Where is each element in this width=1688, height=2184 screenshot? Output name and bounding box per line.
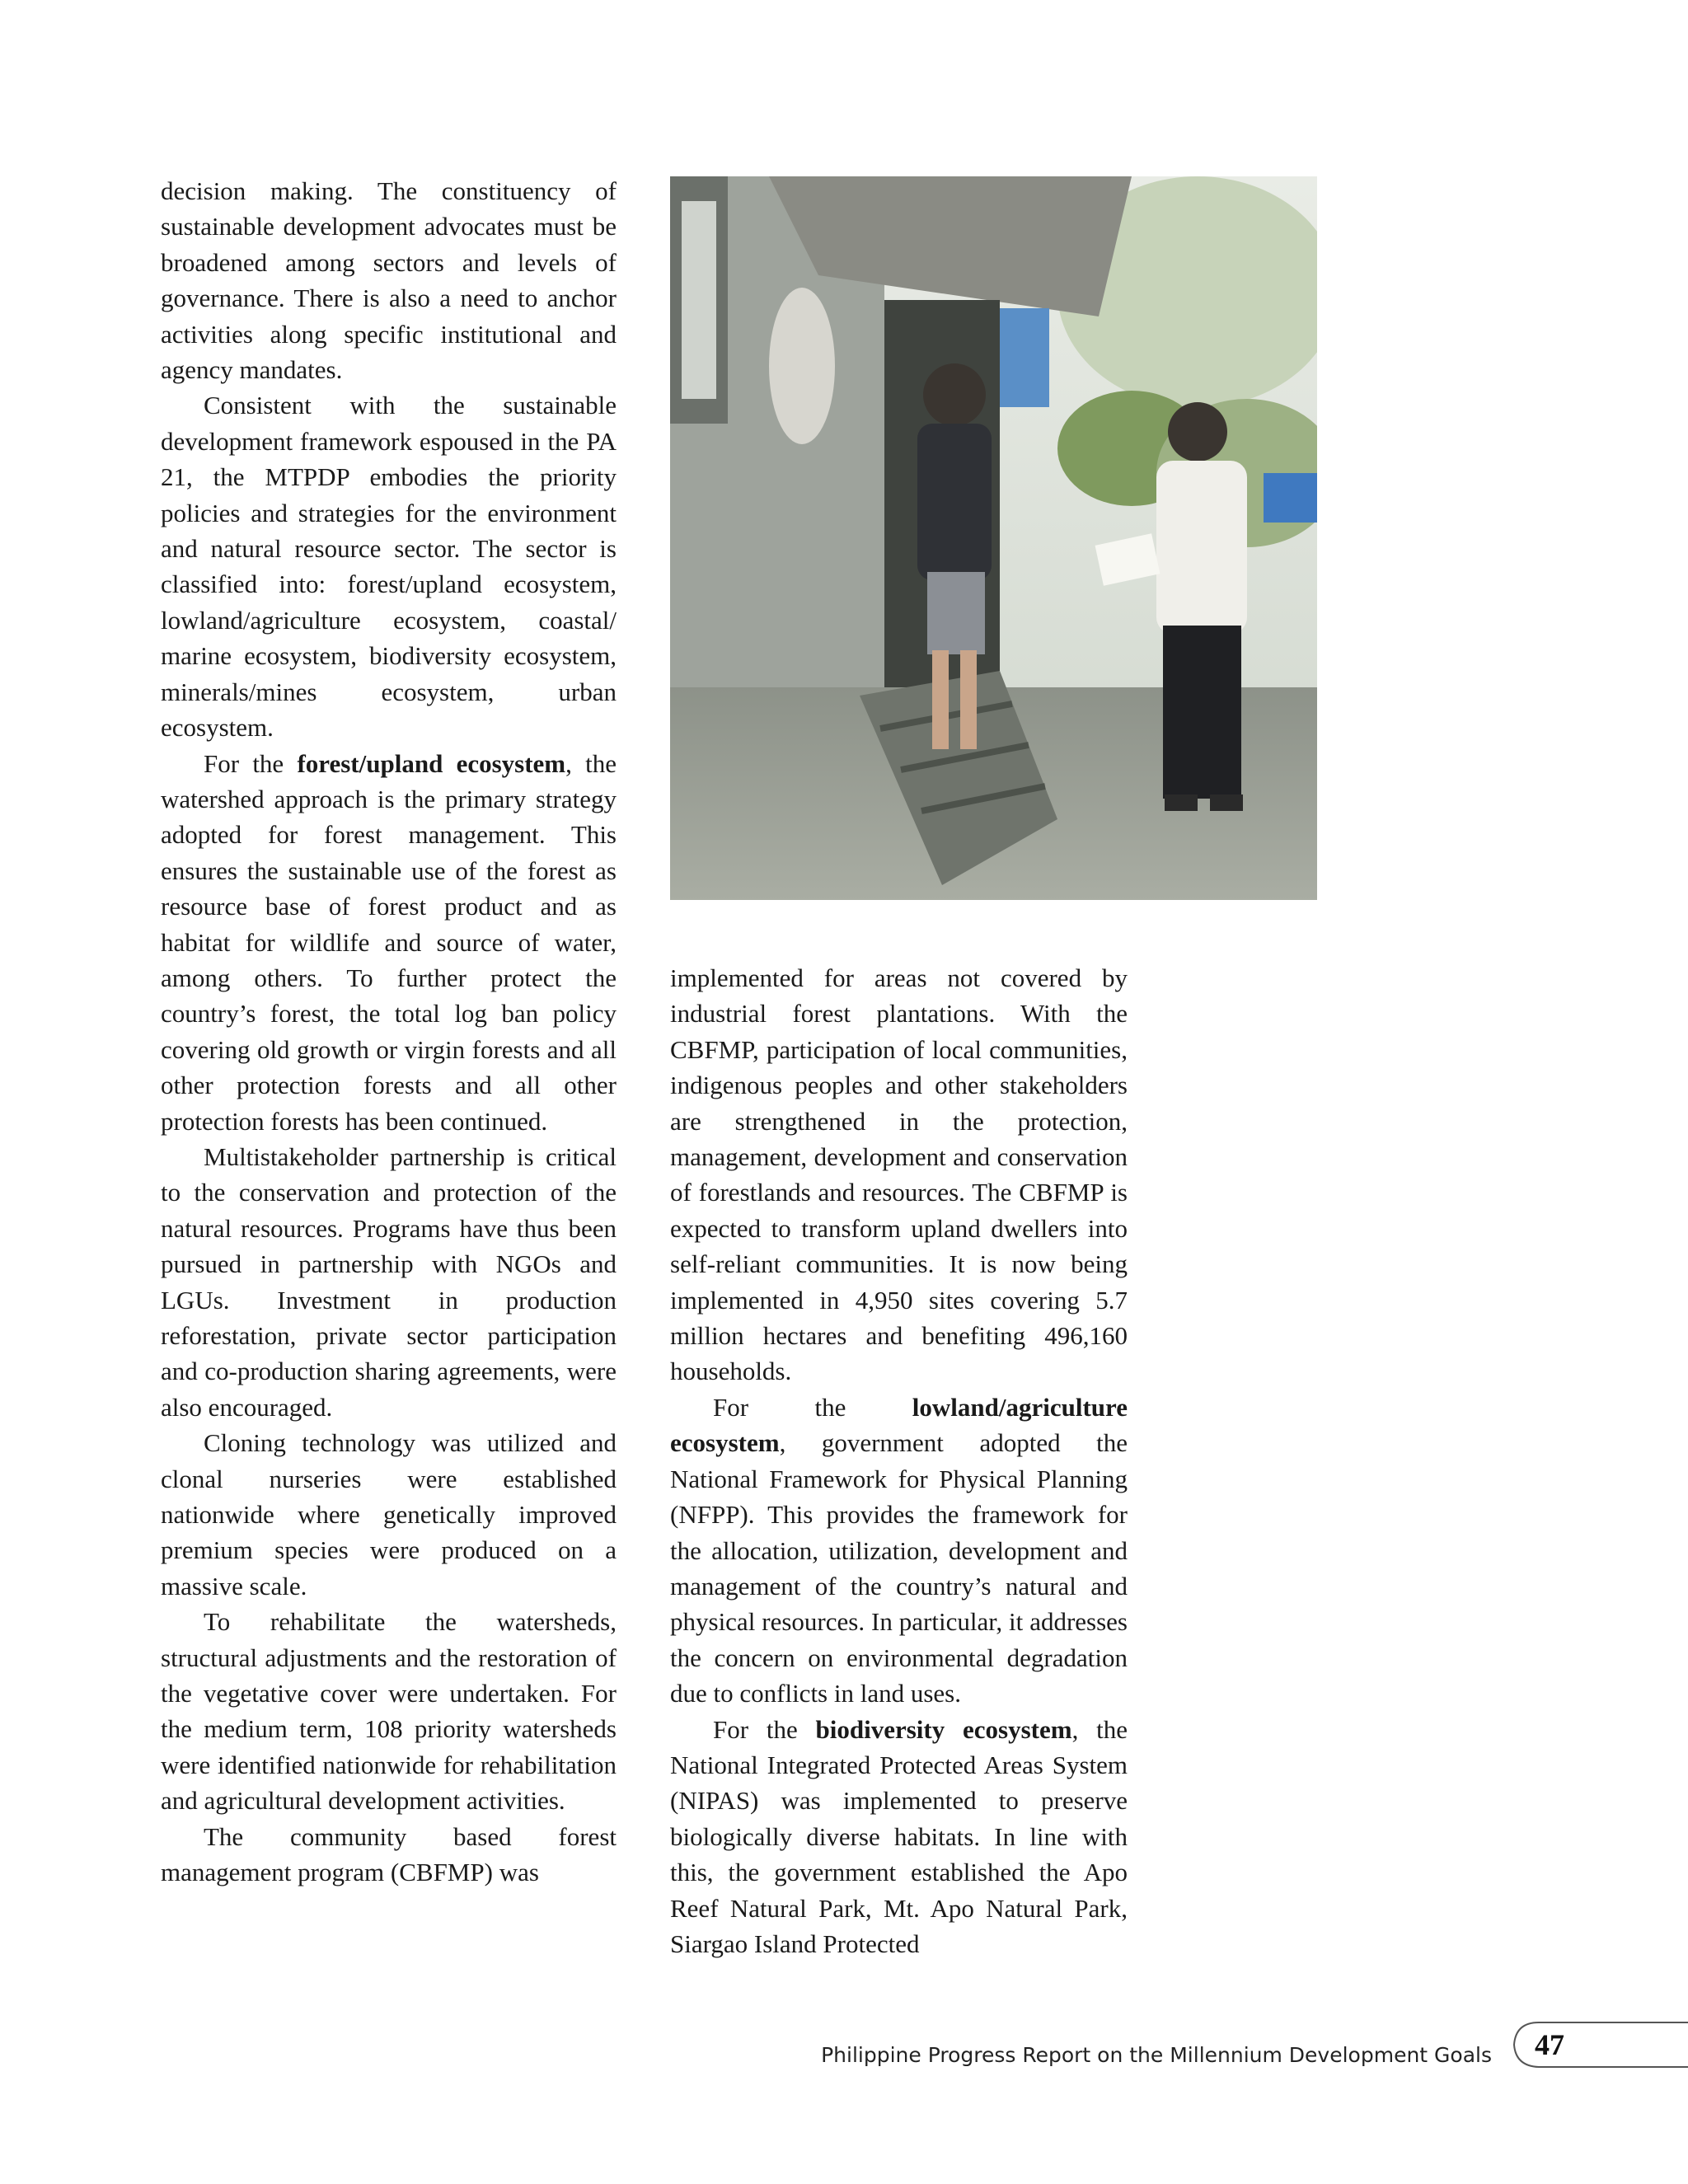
paragraph: The community based forest management program (CBFMP) was bbox=[161, 1821, 617, 1887]
paragraph: implemented for areas not covered by industrial forest plantations. With the CBFMP, participation of local communities, indigenous peoples and other stakeholders are strengthened in the protection, management, development and conservation of forestlands and resources. The CBFMP is expected to transform upland dwellers into self-reliant communities. It is now being implemented in 4,950 sites covering 5.7 million hectares and benefiting 496,160 households. bbox=[670, 963, 1128, 1386]
paragraph: Cloning technology was utilized and clonal nurseries were established nationwide where genetically improved premium species were produced on a massive scale. bbox=[161, 1428, 617, 1601]
bold-term: biodiversity ecosystem bbox=[815, 1714, 1072, 1744]
photo-two-people-at-house-steps bbox=[670, 176, 1317, 900]
paragraph: Consistent with the sustainable development framework espoused in the PA 21, the MTPDP embodies the priority policies and strategies for the environment and natural resource sector. The sector is classified into: forest/upland ecosystem, lowland/agriculture ecosystem, coastal/ marine ecosystem, biodiversity ecosystem, minerals/mines ecosystem, urban ecosystem. bbox=[161, 391, 617, 743]
page-number: 47 bbox=[1535, 2028, 1564, 2061]
paragraph: For the forest/upland ecosystem, the watershed approach is the primary strategy adopted for forest management. This ensures the sustainable use of the forest as resource base of forest product and as habitat for wildlife and source of water, among others. To further protect the country’s forest, the total log ban policy covering old growth or virgin forests and all other protection forests and all other protection forests has been continued. bbox=[161, 748, 617, 1136]
paragraph: decision making. The constituency of sustainable development advocates must be broadened among sectors and levels of governance. There is also a need to anchor activities along specific institutional and agency mandates. bbox=[161, 176, 617, 385]
bold-term: forest/upland ecosystem bbox=[297, 748, 566, 778]
report-title-footer: Philippine Progress Report on the Millennium Development Goals bbox=[821, 2043, 1492, 2067]
left-text-column bbox=[161, 173, 617, 1891]
paragraph: To rehabilitate the watersheds, structural adjustments and the restoration of the vegetative cover were undertaken. For the medium term, 108 priority watersheds were identified nationwide for rehabilitation and agricultural development activities. bbox=[161, 1607, 617, 1816]
paragraph: For the biodiversity ecosystem, the National Integrated Protected Areas System (NIPAS) was implemented to preserve biologically diverse habitats. In line with this, the government established the Apo Reef Natural Park, Mt. Apo Natural Park, Siargao Island Protected bbox=[670, 1714, 1128, 1958]
paragraph: For the lowland/agriculture ecosystem, government adopted the National Framework for Physical Planning (NFPP). This provides the framework for the allocation, utilization, development and management of the country’s natural and physical resources. In particular, it addresses the concern on environmental degradation due to conflicts in land uses. bbox=[670, 1392, 1128, 1708]
bold-term: lowland/agriculture ecosystem bbox=[670, 1392, 1128, 1458]
right-text-column bbox=[670, 960, 1128, 1961]
paragraph: Multistakeholder partnership is critical to the conservation and protection of the natural resources. Programs have thus been pursued in partnership with NGOs and LGUs. Investment in production reforestation, private sector participation and co-production sharing agreements, were also encouraged. bbox=[161, 1141, 617, 1422]
